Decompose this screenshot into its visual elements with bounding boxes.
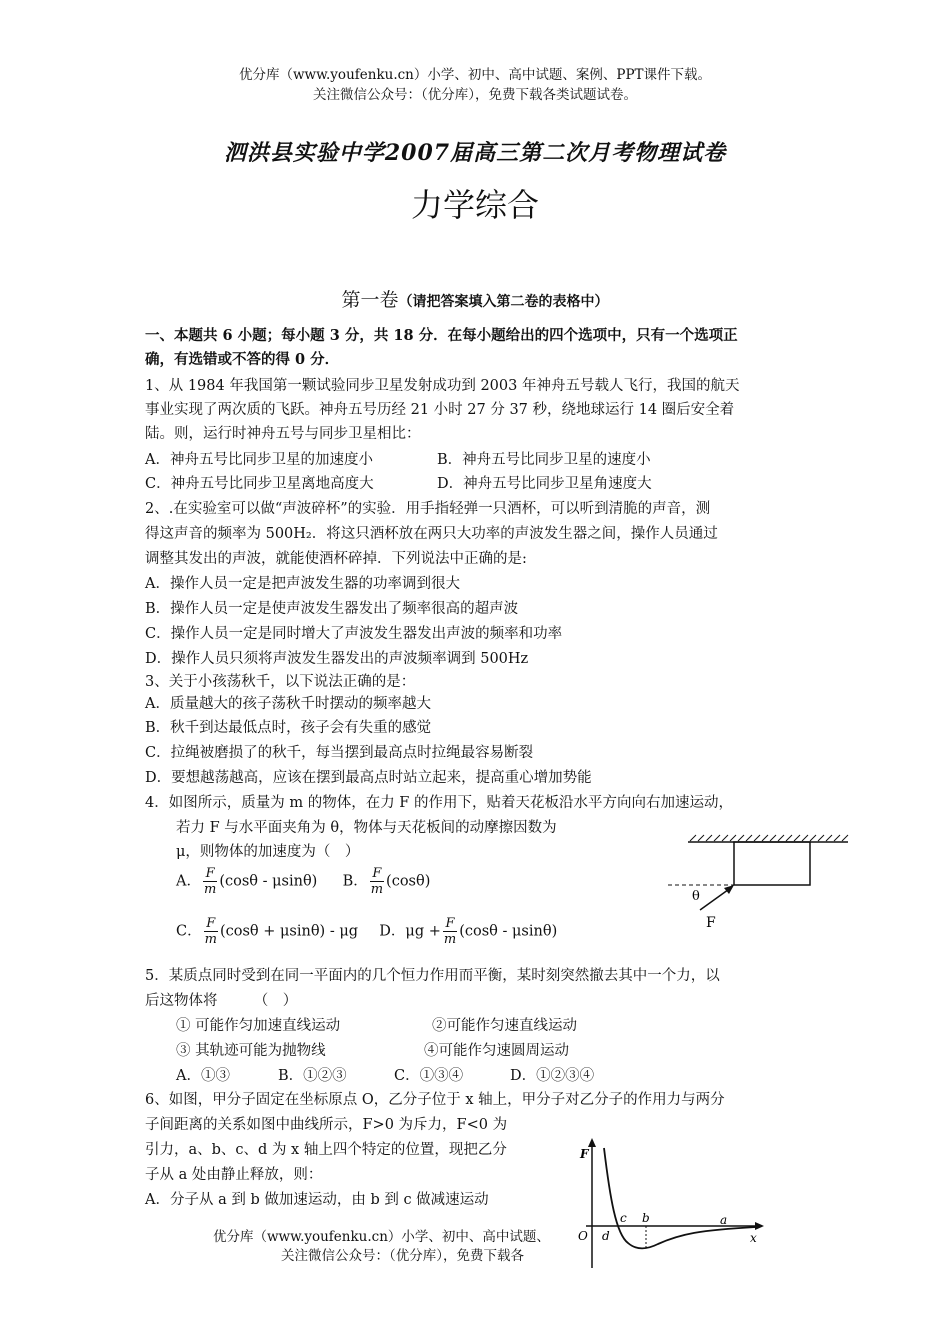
q5-option-c: C．①③④	[394, 1068, 464, 1084]
q4-option-d-expression: (cosθ - μsinθ)	[459, 923, 558, 940]
q5-stem-line-1: 5．某质点同时受到在同一平面内的几个恒力作用而平衡，某时刻突然撤去其中一个力，以	[145, 968, 720, 984]
q3-option-d: D．要想越荡越高，应该在摆到最高点时站立起来，提高重心增加势能	[145, 770, 592, 786]
q4-option-b-fraction	[370, 866, 384, 897]
fraction-numerator: F	[370, 866, 384, 882]
q6-stem-line-4: 子从 a 处由静止释放，则：	[145, 1167, 323, 1183]
fraction-numerator: F	[203, 866, 217, 882]
q6-stem-line-3: 引力，a、b、c、d 为 x 轴上四个特定的位置，现把乙分	[145, 1142, 507, 1158]
q2-option-b: B．操作人员一定是使声波发生器发出了频率很高的超声波	[145, 601, 519, 617]
q6-stem-line-1: 6、如图，甲分子固定在坐标原点 O，乙分子位于 x 轴上，甲分子对乙分子的作用力与两分	[145, 1092, 725, 1108]
q1-option-c: C．神舟五号比同步卫星离地高度大	[145, 476, 374, 492]
footer-line-1: 优分库（www.youfenku.cn）小学、初中、高中试题、	[213, 1229, 550, 1245]
fraction-denominator: m	[443, 932, 457, 947]
q3-stem: 3、关于小孩荡秋千，以下说法正确的是：	[145, 674, 416, 690]
q4-stem-line-1: 4．如图所示，质量为 m 的物体，在力 F 的作用下，贴着天花板沿水平方向向右加速运动，	[145, 795, 733, 811]
q3-option-b: B．秋千到达最低点时，孩子会有失重的感觉	[145, 720, 432, 736]
block	[734, 842, 810, 885]
fraction-numerator: F	[204, 916, 218, 932]
fraction-denominator: m	[204, 932, 217, 947]
footer-line-2: 关注微信公众号：（优分库），免费下载各	[281, 1248, 524, 1264]
q6-option-a: A．分子从 a 到 b 做加速运动，由 b 到 c 做减速运动	[145, 1192, 489, 1208]
force-arrowhead	[724, 885, 734, 894]
q4-option-c-expression: (cosθ + μsinθ) - μg	[219, 923, 359, 940]
q1-stem-line-3: 陆。则，运行时神舟五号与同步卫星相比：	[145, 426, 421, 442]
q5-statement-4: ④可能作匀速圆周运动	[424, 1043, 569, 1059]
q4-option-d-label: D．	[379, 923, 406, 940]
origin-label: O	[578, 1229, 588, 1243]
q2-stem-line-1: 2、.在实验室可以做“声波碎杯”的实验．用手指轻弹一只酒杯，可以听到清脆的声音，测	[145, 501, 711, 517]
exam-title: 泗洪县实验中学2007届高三第二次月考物理试卷	[223, 140, 727, 166]
q1-option-d: D．神舟五号比同步卫星角速度大	[437, 476, 652, 492]
f-axis-arrowhead	[588, 1138, 596, 1147]
q4-option-a-label: A．	[176, 873, 201, 890]
q4-option-b-expression: (cosθ)	[386, 873, 431, 890]
point-d-label: d	[602, 1229, 610, 1243]
force-label: F	[706, 915, 716, 931]
section-instructions-line-1: 一、本题共 6 小题；每小题 3 分，共 18 分．在每小题给出的四个选项中，只有一个选项正	[145, 327, 738, 344]
fraction-denominator: m	[370, 882, 384, 897]
q4-force-figure	[660, 828, 860, 938]
q4-option-b-label: B．	[342, 873, 368, 890]
force-curve	[604, 1148, 756, 1248]
q4-option-d-prefix: μg +	[405, 923, 441, 940]
q4-option-c-label: C．	[176, 923, 202, 940]
point-c-label: c	[620, 1211, 627, 1225]
q6-stem-line-2: 子间距离的关系如图中曲线所示，F>0 为斥力，F<0 为	[145, 1117, 508, 1133]
point-b-label: b	[642, 1211, 650, 1225]
q3-option-a: A．质量越大的孩子荡秋千时摆动的频率越大	[145, 696, 431, 712]
f-axis-label: F	[580, 1147, 589, 1161]
q3-option-c: C．拉绳被磨损了的秋千，每当摆到最高点时拉绳最容易断裂	[145, 745, 534, 761]
header-line-2: 关注微信公众号：（优分库），免费下载各类试题试卷。	[313, 87, 637, 103]
point-a-label: a	[720, 1213, 728, 1227]
q1-stem-line-2: 事业实现了两次质的飞跃。神舟五号历经 21 小时 27 分 37 秒，绕地球运行 14 圈后安全着	[145, 402, 735, 418]
q5-option-d: D．①②③④	[510, 1068, 595, 1084]
q4-stem-line-2: 若力 F 与水平面夹角为 θ，物体与天花板间的动摩擦因数为	[176, 820, 557, 836]
q2-option-c: C．操作人员一定是同时增大了声波发生器发出声波的频率和功率	[145, 626, 563, 642]
fraction-denominator: m	[203, 882, 217, 897]
header-line-1: 优分库（www.youfenku.cn）小学、初中、高中试题、案例、PPT课件下载。	[238, 67, 712, 83]
x-axis-arrowhead	[755, 1222, 764, 1230]
section-instructions-line-2: 确，有选错或不答的得 0 分．	[145, 351, 340, 368]
fraction-numerator: F	[443, 916, 457, 932]
q4-option-d-fraction	[443, 916, 457, 947]
q5-stem-line-2: 后这物体将 （ ）	[145, 993, 298, 1009]
q2-stem-line-2: 得这声音的频率为 500H₂．将这只酒杯放在两只大功率的声波发生器之间，操作人员通过	[145, 526, 718, 542]
q5-statement-2: ②可能作匀速直线运动	[432, 1018, 577, 1034]
q4-options-row-2	[176, 916, 557, 947]
q1-option-b: B．神舟五号比同步卫星的速度小	[437, 452, 651, 468]
exam-subtitle: 力学综合	[410, 186, 539, 224]
q2-option-a: A．操作人员一定是把声波发生器的功率调到很大	[145, 576, 460, 592]
q4-option-a-fraction	[203, 866, 217, 897]
q5-statement-3: ③ 其轨迹可能为抛物线	[176, 1043, 326, 1059]
q1-option-a: A．神舟五号比同步卫星的加速度小	[145, 452, 373, 468]
x-axis-label: x	[750, 1231, 757, 1245]
q6-force-curve-figure	[570, 1138, 770, 1273]
q5-option-a: A．①③	[176, 1068, 230, 1084]
q1-stem-line-1: 1、从 1984 年我国第一颗试验同步卫星发射成功到 2003 年神舟五号载人飞行，我国的航天	[145, 378, 740, 394]
q2-option-d: D．操作人员只须将声波发生器发出的声波频率调到 500Hz	[145, 651, 529, 667]
volume-name: 第一卷	[341, 289, 399, 311]
ceiling-hatch	[690, 835, 848, 841]
q4-option-c-fraction	[204, 916, 218, 947]
volume-heading	[0, 285, 950, 312]
q5-statement-1: ① 可能作匀加速直线运动	[176, 1018, 341, 1034]
q2-stem-line-3: 调整其发出的声波，就能使酒杯碎掉．下列说法中正确的是:	[145, 551, 527, 567]
volume-note: （请把答案填入第二卷的表格中）	[398, 294, 609, 310]
q4-stem-line-3: μ，则物体的加速度为（ ）	[176, 844, 360, 860]
q5-option-b: B．①②③	[278, 1068, 347, 1084]
theta-label: θ	[692, 889, 700, 904]
q4-options-row-1	[176, 866, 430, 897]
q4-option-a-expression: (cosθ - μsinθ)	[219, 873, 318, 890]
